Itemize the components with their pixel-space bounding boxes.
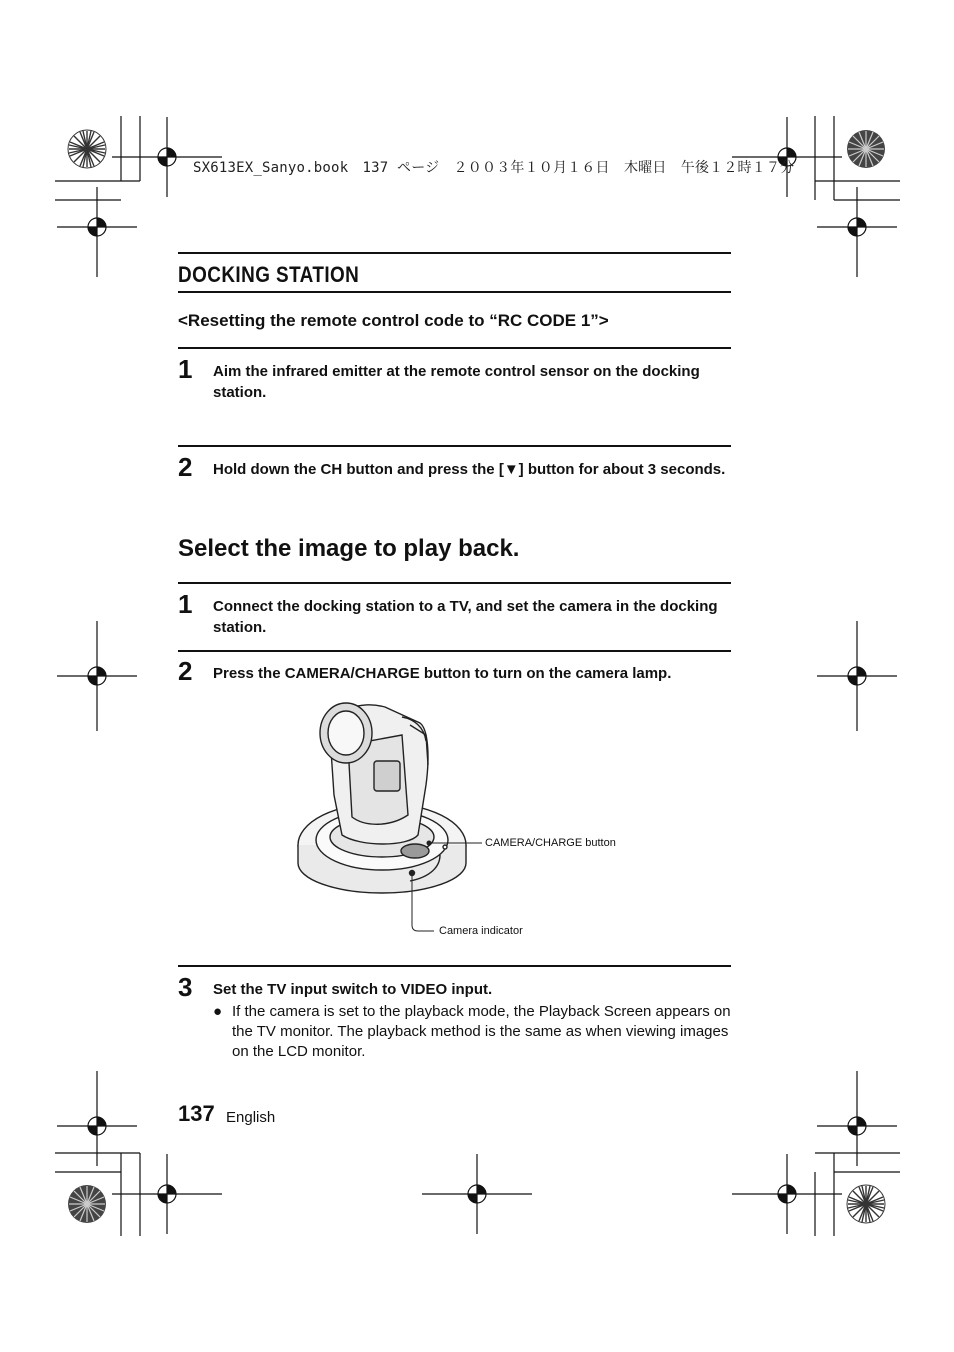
docking-station-illustration — [290, 695, 630, 945]
step-rule — [178, 965, 731, 967]
print-header: SX613EX_Sanyo.book 137 ページ ２００３年１０月１６日 木曜日 午後１２時１７分 — [193, 160, 795, 176]
playback-step-2-number: 2 — [178, 656, 193, 686]
section-bottom-rule — [178, 291, 731, 293]
bullet-icon: ● — [213, 1003, 223, 1020]
section-subtitle: <Resetting the remote control code to “RC CODE 1”> — [178, 311, 609, 330]
playback-step-1-number: 1 — [178, 589, 193, 619]
reset-step-1-number: 1 — [178, 354, 193, 384]
section-top-rule — [178, 252, 731, 254]
step-rule — [178, 650, 731, 652]
step-rule — [178, 347, 731, 349]
playback-step-2-text: Press the CAMERA/CHARGE button to turn on the camera lamp. — [213, 665, 672, 682]
page-language: English — [226, 1109, 276, 1126]
playback-note: If the camera is set to the playback mode, the Playback Screen appears on the TV monitor. The playback method is the same as when viewing images on the LCD monitor. — [232, 1003, 731, 1060]
reset-step-2-number: 2 — [178, 452, 193, 482]
reset-step-1-text: Aim the infrared emitter at the remote control sensor on the docking station. — [213, 363, 700, 401]
playback-title: Select the image to play back. — [178, 535, 520, 562]
playback-step-3-number: 3 — [178, 972, 193, 1002]
section-title: DOCKING STATION — [178, 262, 360, 287]
camera-charge-button-callout: CAMERA/CHARGE button — [485, 837, 616, 849]
camera-indicator-callout: Camera indicator — [439, 925, 523, 937]
page-number: 137 — [178, 1101, 215, 1126]
step-rule — [178, 582, 731, 584]
playback-step-1-text: Connect the docking station to a TV, and set the camera in the docking station. — [213, 598, 718, 636]
step-rule — [178, 445, 731, 447]
reset-step-2-text: Hold down the CH button and press the [▼] button for about 3 seconds. — [213, 461, 726, 478]
playback-step-3-text: Set the TV input switch to VIDEO input. — [213, 981, 493, 998]
